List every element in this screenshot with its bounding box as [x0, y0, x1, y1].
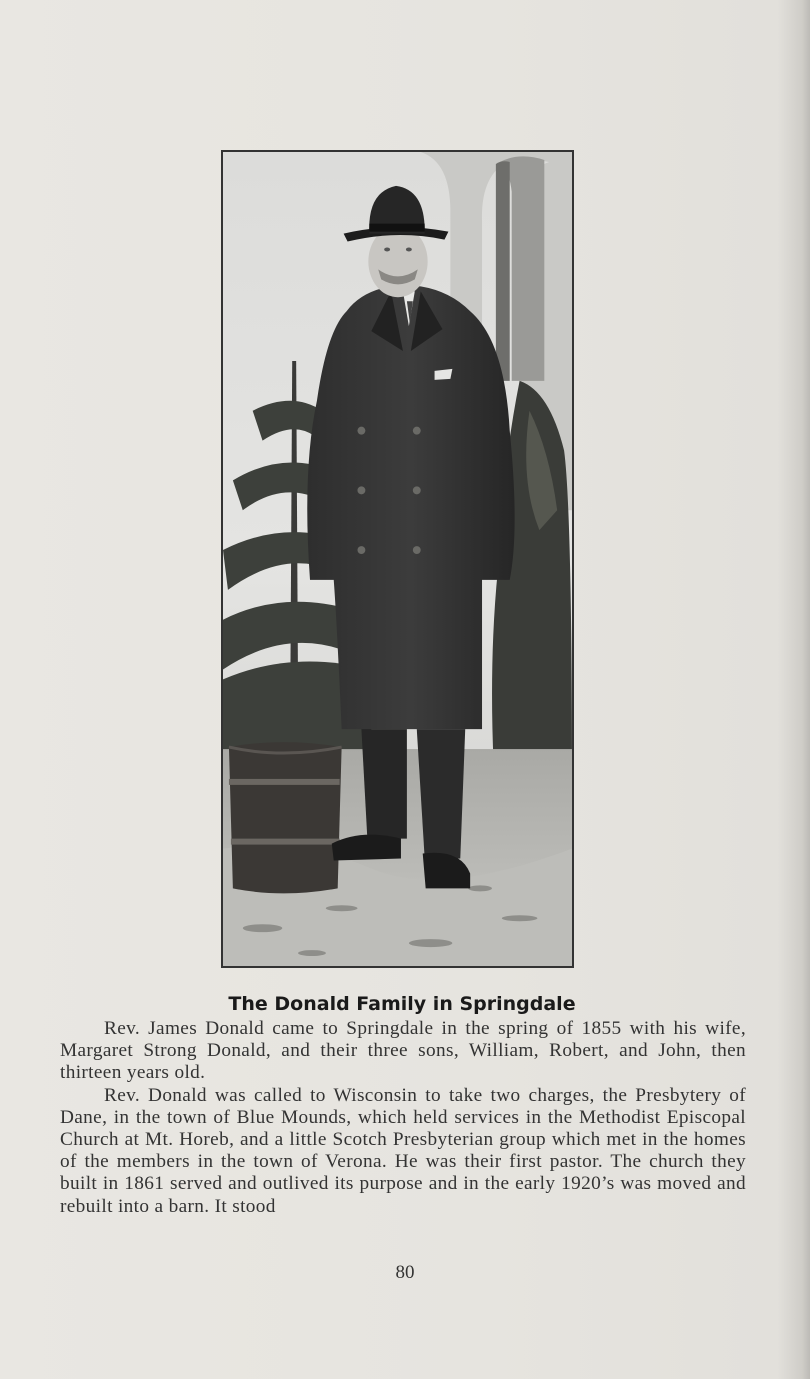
photo-illustration — [223, 152, 572, 966]
paragraph-2: Rev. Donald was called to Wisconsin to take two charges, the Presbytery of Dane, in the town of Blue Mounds, which held services in the Methodist Episcopal Church at Mt. Horeb, and a little Scotch Presbyterian group which met in the homes of the members in the town of Verona. He was their first pastor. The church they built in 1861 served and outlived its purpose and in the early 1920’s was moved and rebuilt into a barn. It stood — [60, 1084, 746, 1217]
article-body — [60, 1018, 746, 1218]
portrait-photo — [221, 150, 574, 968]
page-number: 80 — [395, 1262, 415, 1283]
article-heading: The Donald Family in Springdale — [228, 993, 576, 1015]
paragraph-1: Rev. James Donald came to Springdale in the spring of 1855 with his wife, Margaret Strong Donald, and their three sons, William, Robert, and John, then thirteen years old. — [60, 1018, 746, 1084]
